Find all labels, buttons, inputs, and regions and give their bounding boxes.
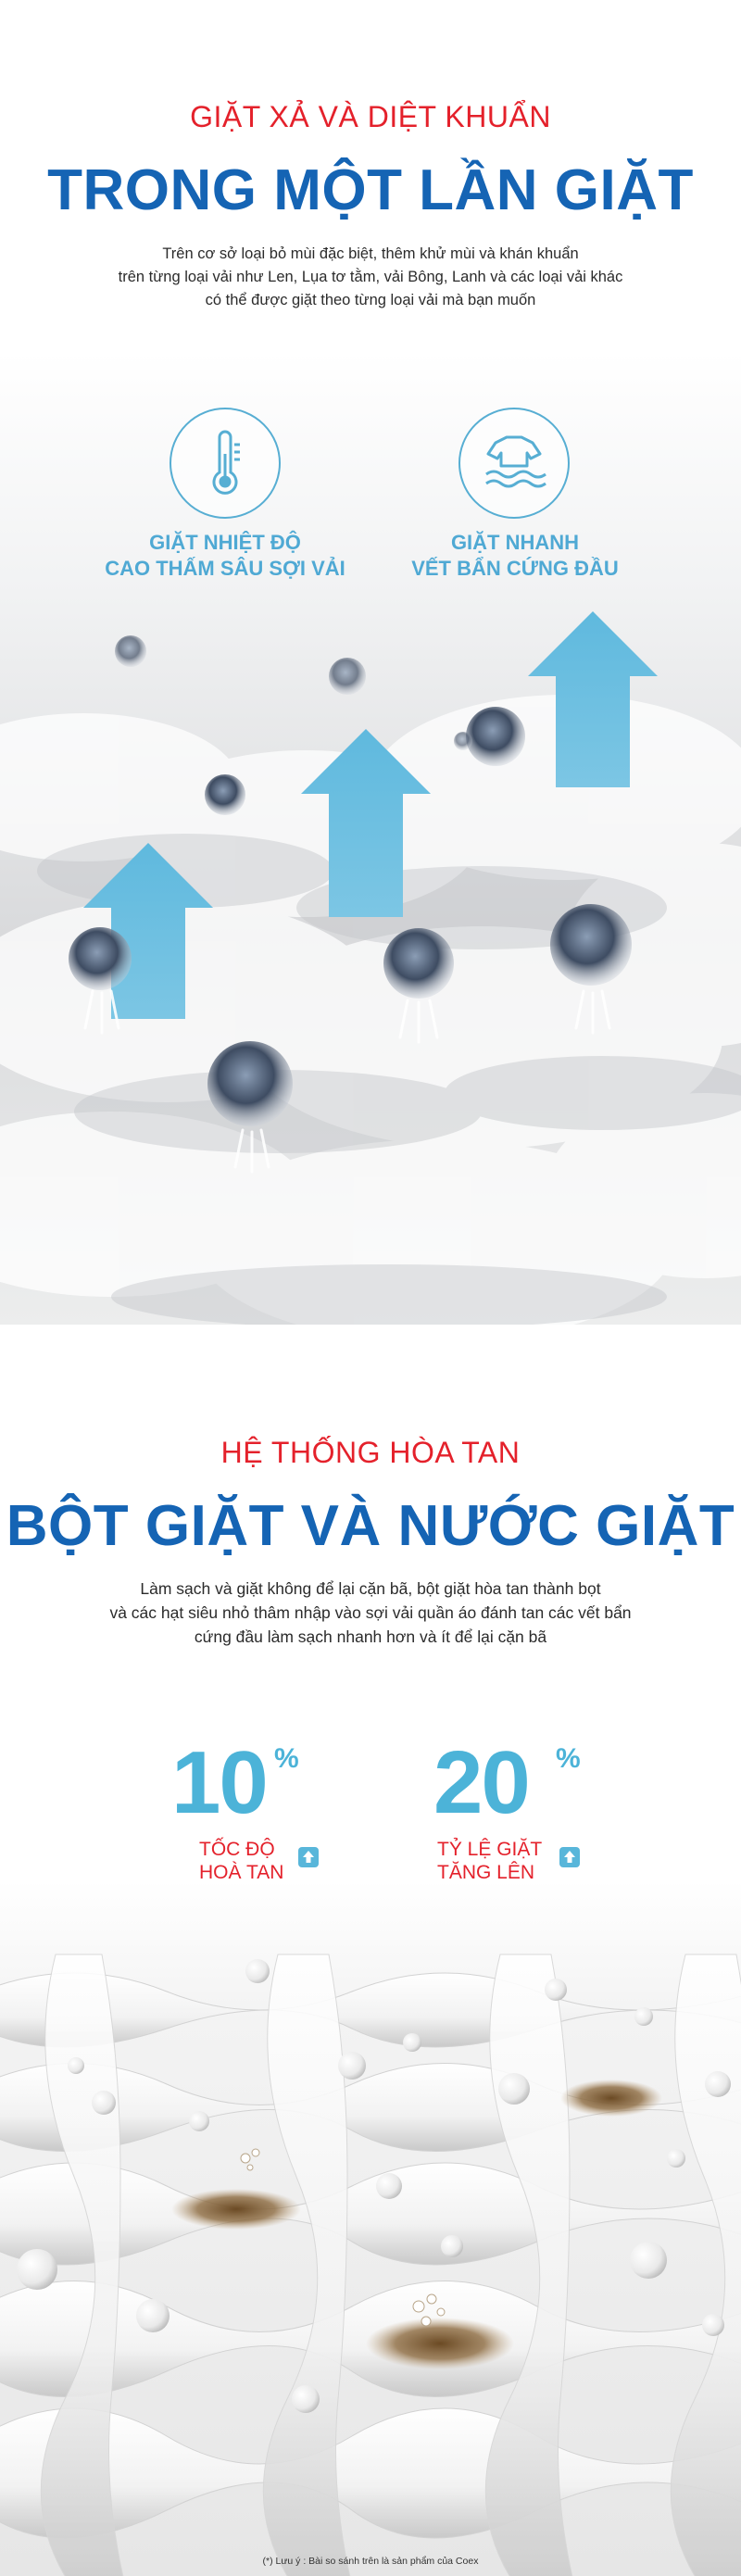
- arrow-up-icon: [559, 1847, 580, 1867]
- fabric-weave-illustration: [0, 1880, 741, 2576]
- section1-kicker: GIẶT XẢ VÀ DIỆT KHUẨN: [190, 100, 551, 133]
- description-line: Trên cơ sở loại bỏ mùi đặc biệt, thêm khử mùi và khán khuẩn: [162, 245, 579, 262]
- description-line: và các hạt siêu nhỏ thâm nhập vào sợi vải quần áo đánh tan các vết bẩn: [109, 1603, 632, 1622]
- stat-wash-rate-number: 20: [433, 1733, 529, 1832]
- footnote: (*) Lưu ý : Bài so sánh trên là sản phẩm của Coex: [262, 2556, 479, 2567]
- stat-dissolve-number: 10: [171, 1733, 267, 1832]
- stat-wash-rate-unit: %: [556, 1743, 581, 1774]
- feature-quick-wash-label: [376, 530, 654, 582]
- section2-headline: BỘT GIẶT VÀ NƯỚC GIẶT: [6, 1494, 735, 1558]
- feature-label-line: CAO THẤM SÂU SỢI VẢI: [105, 557, 345, 580]
- stat-wash-rate-label: [437, 1838, 542, 1884]
- section1-headline: TRONG MỘT LẦN GIẶT: [47, 158, 694, 222]
- feature-label-line: GIẶT NHIỆT ĐỘ: [149, 531, 301, 554]
- description-line: có thể được giặt theo từng loại vải mà bạn muốn: [205, 292, 536, 308]
- stat-dissolve-unit: %: [274, 1743, 299, 1774]
- stat-label-line: HOÀ TAN: [199, 1862, 284, 1883]
- feature-high-temp-label: [86, 530, 364, 582]
- section1-description: [111, 243, 630, 312]
- thermometer-icon: [170, 408, 281, 519]
- stat-label-line: TỐC ĐỘ: [199, 1839, 275, 1860]
- stat-label-line: TỶ LỆ GIẶT: [437, 1839, 543, 1860]
- feature-label-line: GIẶT NHANH: [450, 531, 580, 554]
- stat-label-line: TĂNG LÊN: [437, 1862, 535, 1883]
- description-line: cứng đầu làm sạch nhanh hơn và ít để lại cặn bã: [194, 1627, 547, 1646]
- stat-dissolve-label: [199, 1838, 283, 1884]
- section2-kicker: HỆ THỐNG HÒA TAN: [220, 1436, 521, 1469]
- section2-description: [88, 1577, 653, 1649]
- shirt-wash-icon: [458, 408, 570, 519]
- description-line: trên từng loại vải như Len, Lụa tơ tằm, vải Bông, Lanh và các loại vải khác: [118, 269, 623, 285]
- arrow-up-icon: [298, 1847, 319, 1867]
- description-line: Làm sạch và giặt không để lại cặn bã, bột giặt hòa tan thành bọt: [140, 1579, 601, 1598]
- fabric-fibers-illustration: [0, 352, 741, 1325]
- feature-label-line: VẾT BẨN CỨNG ĐẦU: [411, 557, 619, 580]
- section-dissolving-system: [0, 1325, 741, 2576]
